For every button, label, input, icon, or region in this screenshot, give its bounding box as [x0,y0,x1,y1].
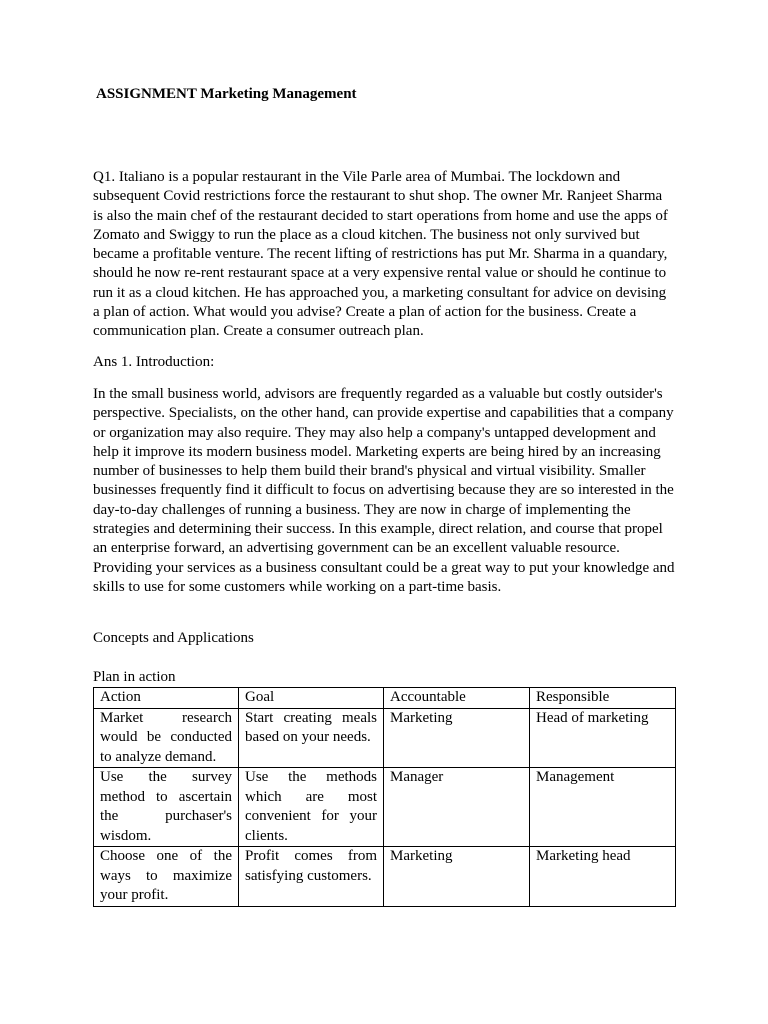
cell-goal: Start creating meals based on your needs. [239,708,384,768]
introduction-paragraph: In the small business world, advisors are frequently regarded as a valuable but costly outsider's perspective. Specialists, on the other hand, can provide expertise and capabilities that a company or organization may also require. They may also help a company's untapped development and help it improve its modern business model. Marketing experts are being hired by an increasing number of businesses to help them build their brand's physical and virtual visibility. Smaller businesses frequently find it difficult to focus on advertising because they are so interested in the day-to-day challenges of running a business. They are now in charge of implementing the strategies and determining their success. In this example, direct relation, and course that propel an enterprise forward, an advertising government can be an excellent valuable resource. Providing your services as a business consultant could be a great way to put your knowledge and skills to use for some customers while working on a part-time basis. [93,386,675,595]
table-row [94,768,676,847]
cell-accountable: Marketing [384,847,530,907]
document-title: ASSIGNMENT Marketing Management [96,86,357,102]
cell-action: Use the survey method to ascertain the purchaser's wisdom. [94,768,239,847]
cell-responsible: Head of marketing [530,708,676,768]
answer-heading: Ans 1. Introduction: [93,354,215,370]
plan-label: Plan in action [93,669,176,685]
table-row [94,708,676,768]
header-responsible: Responsible [530,688,676,709]
cell-accountable: Manager [384,768,530,847]
cell-goal: Profit comes from satisfying customers. [239,847,384,907]
cell-responsible: Management [530,768,676,847]
cell-action: Choose one of the ways to maximize your profit. [94,847,239,907]
table-header-row [94,688,676,709]
header-action: Action [94,688,239,709]
cell-responsible: Marketing head [530,847,676,907]
concepts-heading: Concepts and Applications [93,630,254,646]
plan-table [93,687,676,907]
header-accountable: Accountable [384,688,530,709]
cell-action: Market research would be conducted to analyze demand. [94,708,239,768]
header-goal: Goal [239,688,384,709]
question-paragraph: Q1. Italiano is a popular restaurant in the Vile Parle area of Mumbai. The lockdown and subsequent Covid restrictions force the restaurant to shut shop. The owner Mr. Ranjeet Sharma is also the main chef of the restaurant decided to start operations from home and use the apps of Zomato and Swiggy to run the place as a cloud kitchen. The business not only survived but became a profitable venture. The recent lifting of restrictions has put Mr. Sharma in a quandary, should he now re-rent restaurant space at a very expensive rental value or should he continue to run it as a cloud kitchen. He has approached you, a marketing consultant for advice on devising a plan of action. What would you advise? Create a plan of action for the business. Create a communication plan. Create a consumer outreach plan. [93,169,668,340]
cell-goal: Use the methods which are most convenient for your clients. [239,768,384,847]
table-row [94,847,676,907]
cell-accountable: Marketing [384,708,530,768]
